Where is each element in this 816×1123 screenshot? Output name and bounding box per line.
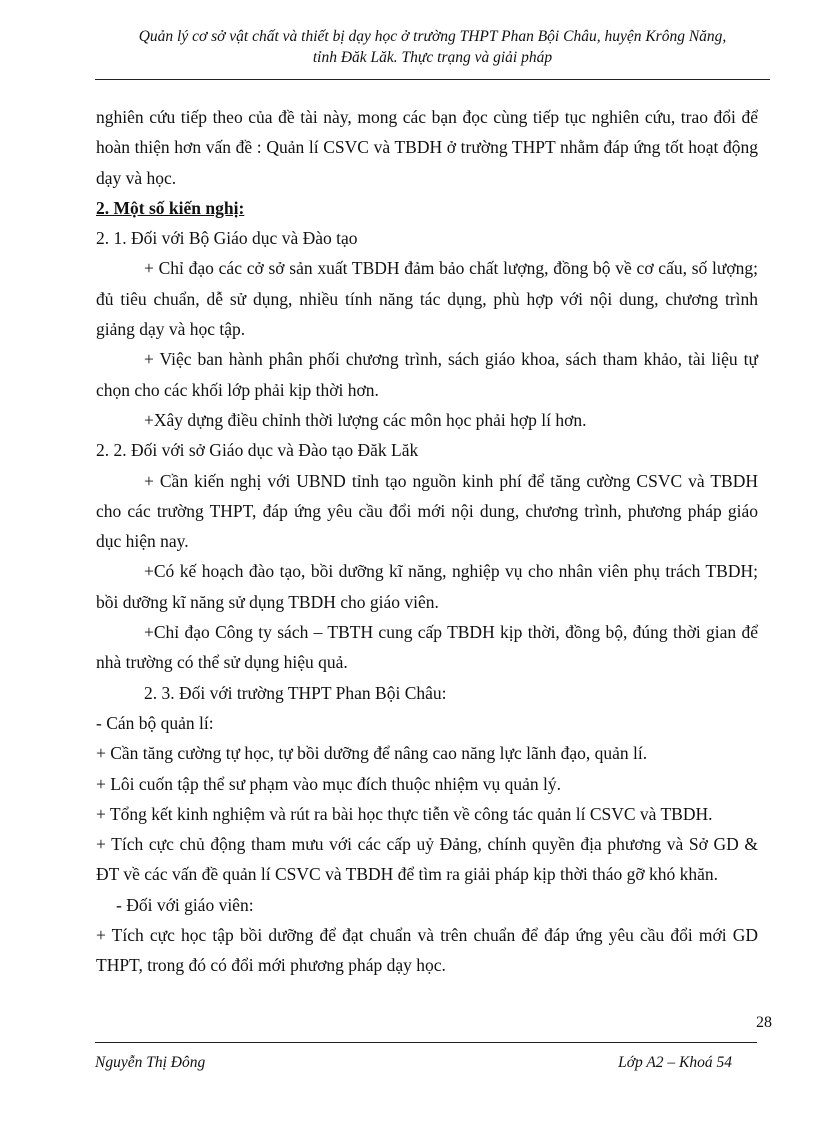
list-label-teachers: - Đối với giáo viên:	[116, 894, 254, 915]
footer-class: Lớp A2 – Khoá 54	[618, 1054, 732, 1071]
header-line-2: tỉnh Đăk Lăk. Thực trạng và giải pháp	[312, 49, 553, 66]
paragraph-2-2-a: + Cần kiến nghị với UBND tỉnh tạo nguồn kinh phí để tăng cường CSVC và TBDH cho các trường THPT, đáp ứng yêu cầu đổi mới nội dung, chương trình, phương pháp giáo dục hiện nay.	[96, 470, 758, 552]
running-header	[95, 26, 770, 68]
section-heading: 2. Một số kiến nghị:	[96, 197, 245, 218]
paragraph-2-1-c: +Xây dựng điều chỉnh thời lượng các môn học phải hợp lí hơn.	[144, 409, 587, 430]
header-rule	[95, 79, 770, 80]
list-item-managers-4: + Tích cực chủ động tham mưu với các cấp uỷ Đảng, chính quyền địa phương và Sở GD & ĐT về các vấn đề quản lí CSVC và TBDH để tìm ra giải pháp kịp thời tháo gỡ khó khăn.	[96, 834, 758, 885]
list-label-managers: - Cán bộ quản lí:	[96, 712, 214, 733]
list-item-teachers-1: + Tích cực học tập bồi dưỡng để đạt chuẩn và trên chuẩn để đáp ứng yêu cầu đổi mới GD THPT, trong đó có đổi mới phương pháp dạy học.	[96, 925, 758, 976]
header-line-1: Quản lý cơ sở vật chất và thiết bị dạy học ở trường THPT Phan Bội Châu, huyện Krông Năng,	[138, 28, 727, 45]
paragraph-intro: nghiên cứu tiếp theo của đề tài này, mong các bạn đọc cùng tiếp tục nghiên cứu, trao đổi để hoàn thiện hơn vấn đề : Quản lí CSVC và TBDH ở trường THPT nhằm đáp ứng tốt hoạt động dạy và học.	[96, 107, 758, 188]
paragraph-2-1-b: + Việc ban hành phân phối chương trình, sách giáo khoa, sách tham khảo, tài liệu tự chọn cho các khối lớp phải kịp thời hơn.	[96, 349, 758, 400]
list-item-managers-3: + Tổng kết kinh nghiệm và rút ra bài học thực tiễn về công tác quản lí CSVC và TBDH.	[96, 803, 713, 824]
subsection-2-1: 2. 1. Đối với Bộ Giáo dục và Đào tạo	[96, 228, 358, 249]
paragraph-2-1-a: + Chỉ đạo các cở sở sản xuất TBDH đảm bảo chất lượng, đồng bộ về cơ cấu, số lượng; đủ tiêu chuẩn, dễ sử dụng, nhiều tính năng tác dụng, phù hợp với nội dung, chương trình giảng dạy và học tập.	[96, 258, 758, 340]
paragraph-2-2-b: +Có kế hoạch đào tạo, bồi dưỡng kĩ năng, nghiệp vụ cho nhân viên phụ trách TBDH; bồi dưỡng kĩ năng sử dụng TBDH cho giáo viên.	[96, 561, 758, 612]
list-item-managers-2: + Lôi cuốn tập thể sư phạm vào mục đích thuộc nhiệm vụ quản lý.	[96, 773, 562, 794]
page-number: 28	[756, 1014, 772, 1031]
subsection-2-2: 2. 2. Đối với sở Giáo dục và Đào tạo Đăk Lăk	[96, 440, 419, 461]
paragraph-2-2-c: +Chỉ đạo Công ty sách – TBTH cung cấp TBDH kịp thời, đồng bộ, đúng thời gian để nhà trường có thể sử dụng hiệu quả.	[96, 622, 758, 673]
page-body	[96, 102, 758, 981]
subsection-2-3: 2. 3. Đối với trường THPT Phan Bội Châu:	[144, 682, 447, 703]
list-item-managers-1: + Cần tăng cường tự học, tự bồi dưỡng để nâng cao năng lực lãnh đạo, quản lí.	[96, 743, 648, 764]
footer-rule	[95, 1042, 757, 1043]
footer-author: Nguyễn Thị Đông	[95, 1054, 206, 1071]
